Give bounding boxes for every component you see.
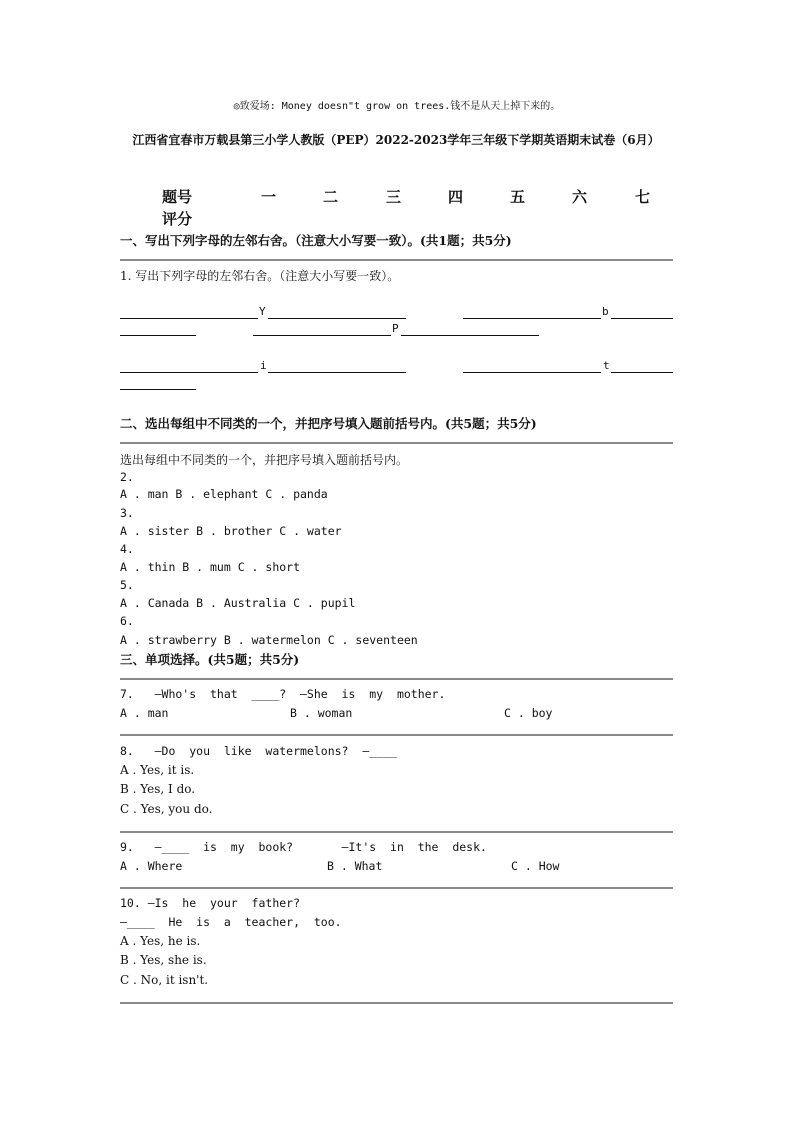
section3-heading: 三、单项选择。(共5题；共5分): [120, 652, 300, 667]
score-header-label: 题号: [162, 188, 193, 206]
question-number: 6.: [120, 614, 134, 628]
section1-heading: 一、写出下列字母的左邻右舍。（注意大小写要一致）。(共1题；共5分): [120, 233, 512, 248]
option-b[interactable]: B . What: [327, 859, 383, 873]
question-options: A . strawberry B . watermelon C . seventeen: [120, 633, 418, 647]
question-options: A . man B . elephant C . panda: [120, 487, 328, 501]
blank-line[interactable]: [120, 335, 196, 336]
question-stem: 9. —____ is my book? —It's in the desk.: [120, 840, 487, 854]
option-c[interactable]: C . boy: [504, 706, 553, 720]
letter-y: Y: [259, 305, 266, 318]
divider: [120, 1002, 673, 1004]
divider: [120, 831, 673, 833]
section1-question: 1. 写出下列字母的左邻右舍。（注意大小写要一致）。: [120, 269, 400, 283]
blank-line[interactable]: [401, 335, 539, 336]
option-a[interactable]: A . Yes, it is.: [120, 763, 195, 777]
letter-t: t: [603, 359, 610, 372]
blank-line[interactable]: [120, 372, 258, 373]
score-col-6: 六: [572, 188, 588, 206]
motto: ◎致爱场: Money doesn"t grow on trees.钱不是从天上掉下来的。: [233, 101, 561, 112]
section2-instruction: 选出每组中不同类的一个，并把序号填入题前括号内。: [120, 453, 409, 467]
blank-line[interactable]: [120, 318, 258, 319]
option-c[interactable]: C . No, it isn't.: [120, 973, 209, 987]
letter-b: b: [602, 305, 609, 318]
blank-line[interactable]: [463, 318, 601, 319]
question-stem: 8. —Do you like watermelons? —____: [120, 744, 397, 758]
letter-p: P: [392, 322, 399, 335]
option-b[interactable]: B . Yes, I do.: [120, 782, 196, 796]
divider: [120, 442, 673, 444]
question-number: 2.: [120, 470, 134, 484]
question-stem-reply: —____ He is a teacher, too.: [120, 915, 342, 929]
letter-i: i: [260, 359, 267, 372]
blank-line[interactable]: [268, 372, 406, 373]
divider: [120, 678, 673, 680]
section2-heading: 二、选出每组中不同类的一个，并把序号填入题前括号内。(共5题；共5分): [120, 416, 537, 431]
blank-line[interactable]: [611, 372, 673, 373]
option-c[interactable]: C . Yes, you do.: [120, 802, 213, 816]
blank-line[interactable]: [463, 372, 601, 373]
score-col-2: 二: [323, 188, 339, 206]
blank-line[interactable]: [253, 335, 391, 336]
question-stem: 7. —Who's that ____? —She is my mother.: [120, 687, 446, 701]
option-b[interactable]: B . woman: [290, 706, 353, 720]
question-stem: 10. —Is he your father?: [120, 896, 301, 910]
option-a[interactable]: A . Where: [120, 859, 183, 873]
question-options: A . thin B . mum C . short: [120, 560, 301, 574]
option-a[interactable]: A . Yes, he is.: [120, 934, 201, 948]
question-number: 4.: [120, 542, 134, 556]
page-title: 江西省宜春市万载县第三小学人教版（PEP）2022-2023学年三年级下学期英语期末试卷（6月）: [132, 133, 660, 147]
blank-line[interactable]: [268, 318, 406, 319]
score-col-4: 四: [448, 188, 464, 206]
score-col-1: 一: [261, 188, 277, 206]
question-options: A . Canada B . Australia C . pupil: [120, 596, 356, 610]
divider: [120, 259, 673, 261]
option-c[interactable]: C . How: [511, 859, 560, 873]
score-col-7: 七: [635, 188, 651, 206]
blank-line[interactable]: [120, 389, 196, 390]
option-b[interactable]: B . Yes, she is.: [120, 953, 207, 967]
option-a[interactable]: A . man: [120, 706, 169, 720]
score-col-3: 三: [386, 188, 402, 206]
question-number: 5.: [120, 578, 134, 592]
question-number: 3.: [120, 506, 134, 520]
blank-line[interactable]: [611, 318, 673, 319]
divider: [120, 734, 673, 736]
question-options: A . sister B . brother C . water: [120, 524, 342, 538]
divider: [120, 887, 673, 889]
score-col-5: 五: [510, 188, 526, 206]
score-row-label: 评分: [162, 210, 193, 228]
